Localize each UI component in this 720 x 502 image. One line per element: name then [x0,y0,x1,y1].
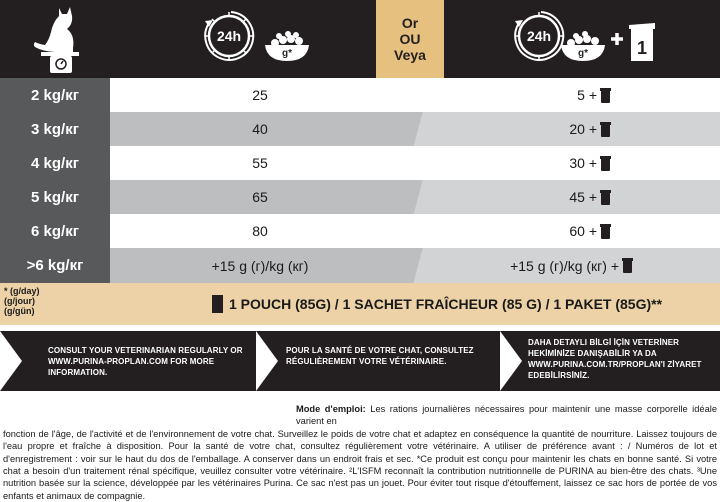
feeding-row-6kg [0,214,720,248]
vet-advice-band [0,331,720,391]
advice-tr: DAHA DETAYLI BİLGİ İÇİN VETERİNER HEKİMİNİZE DANIŞABİLİR YA DA WWW.PURINA.COM.TR/PROPLAN'I ZİYARET EDEBİLİRSİNİZ. [528,338,702,380]
chevron-icon [256,331,278,391]
mixed-cell [410,180,720,214]
hours-label: 24h [216,28,242,44]
feeding-row-2kg [0,78,720,112]
mixed-amount: 60 + [569,214,610,248]
weight-label: 4 kg/кг [0,146,110,180]
pouch-icon [212,295,223,313]
dry-amount: 55 [110,146,410,180]
dry-amount: 80 [110,214,410,248]
feeding-row-5kg [0,180,720,214]
pouch-icon [601,156,610,171]
advice-en: CONSULT YOUR VETERINARIAN REGULARLY OR WWW.PURINA-PROPLAN.COM FOR MORE INFORMATION. [48,346,243,377]
usage-instructions: Mode d'emploi: Les rations journalières nécessaires pour maintenir une masse corporelle idéale varient en fonction de l'âge, de l'activité et de l'environnement de votre chat. Surveillez le poids de votre chat et adaptez en conséquence la quantité de nourriture. Laissez toujours de l'eau propre et fraîche à disposition. Pour la santé de votre chat, consultez régulièrement votre vétérinaire. A utiliser de préférence avant : / Numéros de lot et d'enregistrement : voir sur le haut du dos de l'emballage. A conserver dans un endroit frais et sec. *Ce produit est conçu pour maintenir les chats en bonne santé. Si votre chat a besoin d'un traitement rénal spécifique, veuillez consulter votre vétérinaire. ²L'ISFM reconnaît la contribution nutritionnelle de PURINA au bien-être des chats. ³Une nutrition basée sur la science, développée par les vétérinaires Purina. Ce sac n'est pas un jouet. Pour éviter tout risque d'étouffement, laissez ce sac hors de portée de vos enfants et animaux de compagnie. [3,404,717,501]
mixed-amount: 45 + [569,180,610,214]
pouch-icon [601,88,610,103]
feeding-row-4kg [0,146,720,180]
mixed-cell [410,214,720,248]
pouch-note: 1 POUCH (85G) / 1 SACHET FRAÎCHEUR (85 G) / 1 PAKET (85G)** [212,283,662,325]
pouch-icon [623,258,632,273]
daily-mixed-feeding-icon [500,0,670,78]
mixed-amount: +15 g (г)/kg (кг) + [510,248,632,283]
weight-label: >6 kg/кг [0,248,110,283]
dry-amount: +15 g (г)/kg (кг) [110,248,410,283]
mixed-cell [410,146,720,180]
unit-note: * (g/day) (g/jour) (g/gün) [4,286,40,316]
mixed-amount: 30 + [569,146,610,180]
pouch-count: 1 [636,38,648,58]
weight-label: 5 kg/кг [0,180,110,214]
grams-label-2: g* [578,48,588,59]
grams-label: g* [282,48,292,59]
weight-label: 2 kg/кг [0,78,110,112]
mixed-cell [410,112,720,146]
usage-body: fonction de l'âge, de l'activité et de l'environnement de votre chat. Surveillez le poids de votre chat et adaptez en conséquence la quantité de nourriture. Laissez toujours de l'eau propre et fraîche à disposition. Pour la santé de votre chat, consultez régulièrement votre vétérinaire. A utiliser de préférence avant : / Numéros de lot et d'enregistrement : voir sur le haut du dos de l'emballage. A conserver dans un endroit frais et sec. *Ce produit est conçu pour maintenir les chats en bonne santé. Si votre chat a besoin d'un traitement rénal spécifique, veuillez consulter votre vétérinaire. ²L'ISFM reconnaît la contribution nutritionnelle de PURINA au bien-être des chats. ³Une nutrition basée sur la science, développée par les vétérinaires Purina. Ce sac n'est pas un jouet. Pour éviter tout risque d'étouffement, laissez ce sac hors de portée de vos enfants et animaux de compagnie. [3,428,717,501]
mixed-cell [410,78,720,112]
pouch-icon [601,190,610,205]
feeding-row-over-6kg [0,248,720,283]
or-fr: OU [399,31,421,47]
or-tr: Veya [394,47,426,63]
usage-heading: Mode d'emploi: [296,404,366,414]
or-en: Or [401,15,419,31]
hours-label-2: 24h [526,28,552,44]
mixed-amount: 5 + [577,78,610,112]
daily-dry-food-icon [190,0,330,78]
advice-fr: POUR LA SANTÉ DE VOTRE CHAT, CONSULTEZ RÉGULIÈREMENT VOTRE VÉTÉRINAIRE. [286,346,474,366]
chevron-icon [500,331,522,391]
mixed-amount: 20 + [569,112,610,146]
chevron-icon [0,331,22,391]
dry-amount: 65 [110,180,410,214]
feeding-row-3kg [0,112,720,146]
pouch-icon [601,122,610,137]
weight-label: 6 kg/кг [0,214,110,248]
dry-amount: 25 [110,78,410,112]
weight-label: 3 kg/кг [0,112,110,146]
mixed-cell [410,248,720,283]
dry-amount: 40 [110,112,410,146]
pouch-icon [601,224,610,239]
or-separator [376,0,444,78]
table-header [0,0,720,78]
cat-on-scale-icon [0,0,110,78]
